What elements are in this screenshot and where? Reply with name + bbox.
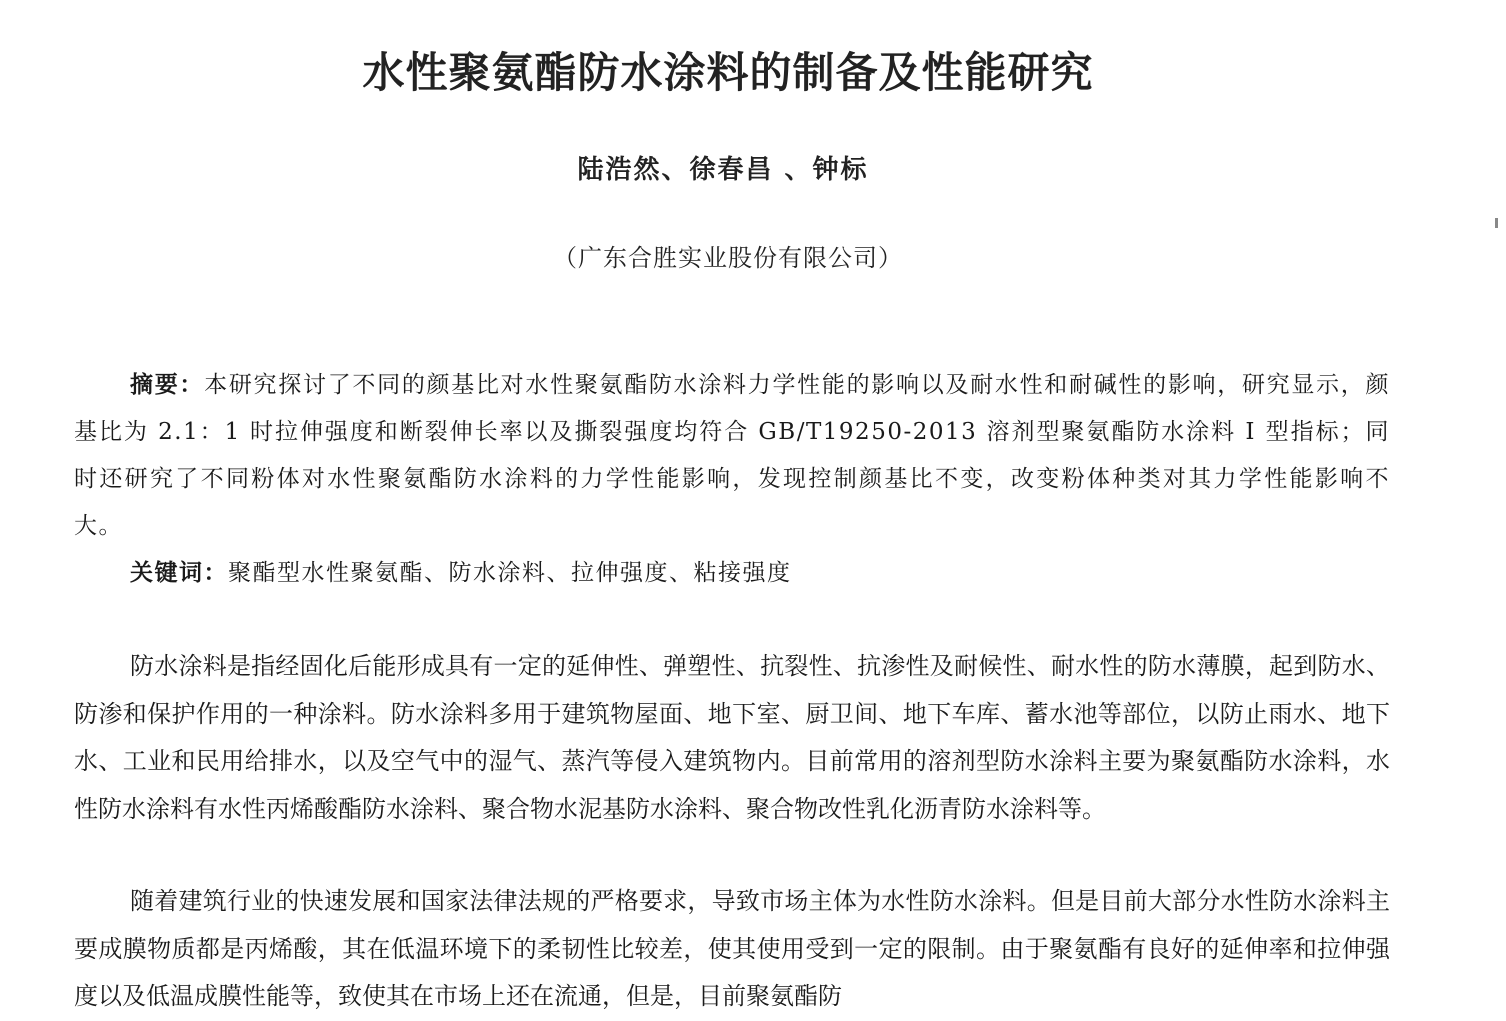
scan-edge-mark bbox=[1495, 218, 1498, 228]
body-paragraph-1: 防水涂料是指经固化后能形成具有一定的延伸性、弹塑性、抗裂性、抗渗性及耐候性、耐水性的防水薄膜，起到防水、防渗和保护作用的一种涂料。防水涂料多用于建筑物屋面、地下室、厨卫间、地下车库、蓄水池等部位，以防止雨水、地下水、工业和民用给排水，以及空气中的湿气、蒸汽等侵入建筑物内。目前常用的溶剂型防水涂料主要为聚氨酯防水涂料，水性防水涂料有水性丙烯酸酯防水涂料、聚合物水泥基防水涂料、聚合物改性乳化沥青防水涂料等。 bbox=[74, 652, 1390, 823]
body-paragraph-2: 随着建筑行业的快速发展和国家法律法规的严格要求，导致市场主体为水性防水涂料。但是目前大部分水性防水涂料主要成膜物质都是丙烯酸，其在低温环境下的柔韧性比较差，使其使用受到一定的限制。由于聚氨酯有良好的延伸率和拉伸强度以及低温成膜性能等，致使其在市场上还在流通，但是，目前聚氨酯防 bbox=[74, 887, 1390, 1010]
paper-title: 水性聚氨酯防水涂料的制备及性能研究 bbox=[362, 48, 1094, 97]
paper-authors: 陆浩然、徐春昌 、钟标 bbox=[577, 155, 869, 185]
abstract-text: 本研究探讨了不同的颜基比对水性聚氨酯防水涂料力学性能的影响以及耐水性和耐碱性的影响，研究显示，颜基比为 2.1：1 时拉伸强度和断裂伸长率以及撕裂强度均符合 GB/T19250-2013 溶剂型聚氨酯防水涂料 Ⅰ 型指标；同时还研究了不同粉体对水性聚氨酯防水涂料的力学性能影响，发现控制颜基比不变，改变粉体种类对其力学性能影响不大。 bbox=[74, 372, 1391, 539]
keywords-section bbox=[74, 550, 1390, 597]
keywords-text: 聚酯型水性聚氨酯、防水涂料、拉伸强度、粘接强度 bbox=[228, 560, 792, 586]
abstract-label: 摘要： bbox=[130, 372, 205, 398]
abstract-section bbox=[74, 362, 1390, 550]
paper-affiliation: （广东合胜实业股份有限公司） bbox=[553, 244, 903, 272]
keywords-label: 关键词： bbox=[130, 560, 228, 586]
